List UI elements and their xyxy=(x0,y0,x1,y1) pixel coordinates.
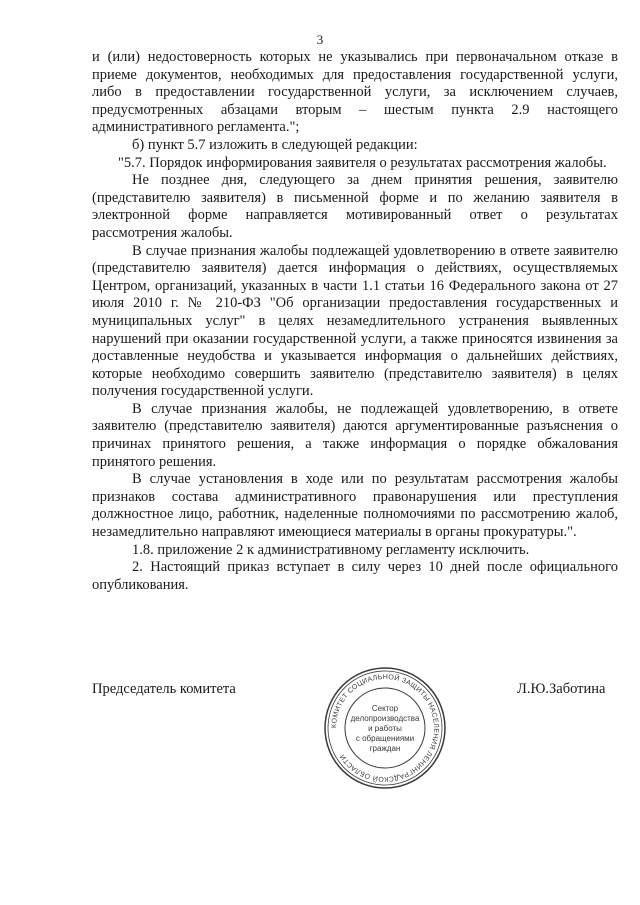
paragraph: Не позднее дня, следующего за днем принятия решения, заявителю (представителю заявителя) в письменной форме и по желанию заявителя в электронной форме направляется мотивированный ответ о результатах рассмотрения жалобы. xyxy=(92,172,618,241)
official-stamp xyxy=(322,665,448,791)
paragraph: В случае признания жалобы подлежащей удовлетворению в ответе заявителю (представителю заявителя) дается информация о действиях, осуществляемых Центром, организаций, указанных в части 1.1 статьи 16 Федерального закона от 27 июля 2010 г. № 210-ФЗ "Об организации предоставления государственных и муниципальных услуг" в целях незамедлительного устранения выявленных нарушений при оказании государственной услуги, а также приносятся извинения за доставленные неудобства и указывается информация о дальнейших действиях, которые необходимо совершить заявителю (представителю заявителя) в целях получения государственной услуги. xyxy=(92,242,618,400)
paragraph: 2. Настоящий приказ вступает в силу через 10 дней после официального опубликования. xyxy=(92,559,618,593)
signer-title: Председатель комитета xyxy=(92,681,236,697)
paragraph: 1.8. приложение 2 к административному регламенту исключить. xyxy=(132,541,530,558)
document-body xyxy=(92,49,618,594)
paragraph: и (или) недостоверность которых не указывались при первоначальном отказе в приеме документов, необходимых для предоставления государственной услуги, либо в предоставлении государственной услуги, за исключением случаев, предусмотренных абзацами вторым – шестым пункта 2.9 настоящего административного регламента."; xyxy=(92,49,618,136)
page-number: 3 xyxy=(316,32,324,47)
stamp-center-line: и работы xyxy=(368,724,402,733)
stamp-center-text xyxy=(351,704,420,753)
signer-name: Л.Ю.Заботина xyxy=(517,681,606,697)
stamp-center-line: с обращениями xyxy=(355,734,415,743)
paragraph: В случае признания жалобы, не подлежащей удовлетворению, в ответе заявителю (представителю заявителя) даются аргументированные разъяснения о причинах принятого решения, а также информация о порядке обжалования принятого решения. xyxy=(92,400,618,470)
stamp-center-line: делопроизводства xyxy=(350,714,420,723)
paragraph: "5.7. Порядок информирования заявителя о результатах рассмотрения жалобы. xyxy=(118,154,607,171)
paragraph: б) пункт 5.7 изложить в следующей редакции: xyxy=(132,136,418,153)
stamp-center-line: граждан xyxy=(369,744,401,753)
stamp-ring-textpath: КОМИТЕТ СОЦИАЛЬНОЙ ЗАЩИТЫ НАСЕЛЕНИЯ ЛЕНИНГРАДСКОЙ ОБЛАСТИ xyxy=(330,673,440,783)
stamp-center-line: Сектор xyxy=(371,704,399,713)
paragraph: В случае установления в ходе или по результатам рассмотрения жалобы признаков состава административного правонарушения или преступления должностное лицо, работник, наделенные полномочиями по рассмотрению жалоб, незамедлительно направляют имеющиеся материалы в органы прокуратуры.". xyxy=(92,471,618,541)
